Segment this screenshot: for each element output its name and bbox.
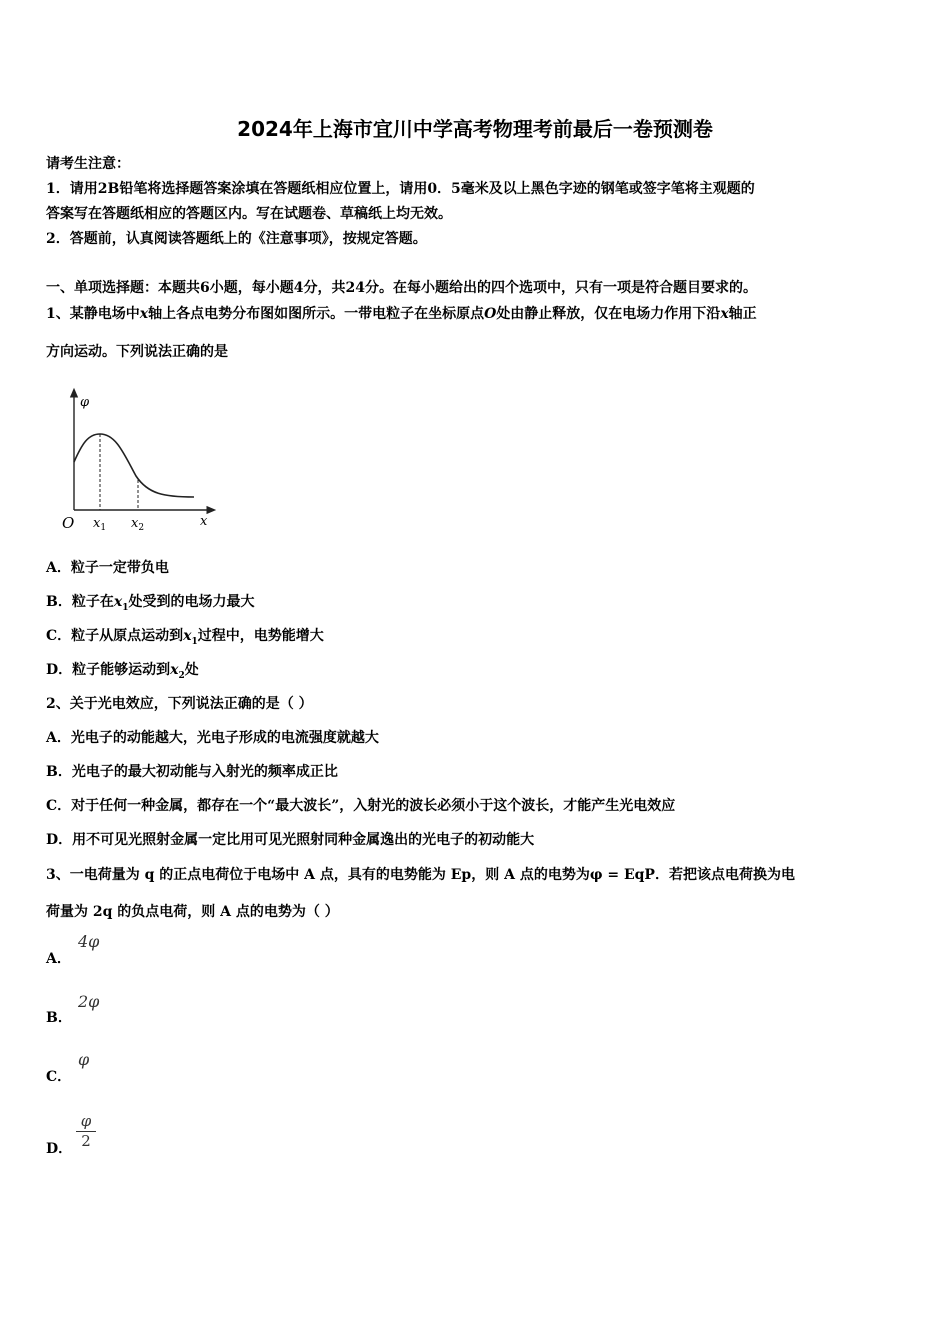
origin-label: O xyxy=(62,514,75,532)
q3-stem-line-1: 3、一电荷量为 q 的正点电荷位于电场中 A 点，具有的电势能为 Ep，则 A 点的电势为φ = EqP．若把该点电荷换为电 xyxy=(46,867,795,883)
q1-option-b: B．粒子在$x_1$处受到的电场力最大 xyxy=(46,594,255,613)
q3-option-a-label: A． xyxy=(46,951,71,967)
q2-option-c: C．对于任何一种金属，都存在一个“最大波长”，入射光的波长必须小于这个波长，才能产生光电效应 xyxy=(46,798,676,814)
q2-option-a: A．光电子的动能越大，光电子形成的电流强度就越大 xyxy=(46,730,379,746)
q3-option-b-label: B． xyxy=(46,1010,72,1026)
fraction-numerator: φ xyxy=(76,1112,96,1132)
q1-stem-line-2: 方向运动。下列说法正确的是 xyxy=(46,344,228,360)
fraction-denominator: 2 xyxy=(81,1132,91,1150)
q3-option-b-value: 2φ xyxy=(78,992,100,1011)
q3-option-d-fraction xyxy=(76,1112,96,1150)
q2-option-b: B．光电子的最大初动能与入射光的频率成正比 xyxy=(46,764,338,780)
q3-option-c-value: φ xyxy=(78,1050,90,1069)
section-heading: 一、单项选择题：本题共6小题，每小题4分，共24分。在每小题给出的四个选项中，只有一项是符合题目要求的。 xyxy=(46,280,757,296)
q2-stem: 2、关于光电效应，下列说法正确的是（ ） xyxy=(46,696,313,712)
q3-stem-line-2: 荷量为 2q 的负点电荷，则 A 点的电势为（ ） xyxy=(46,904,339,920)
q3-option-a-value: 4φ xyxy=(78,932,100,951)
notice-line-2: 答案写在答题纸相应的答题区内。写在试题卷、草稿纸上均无效。 xyxy=(46,206,452,222)
q3-option-c-label: C． xyxy=(46,1069,72,1085)
x2-label: $x_2$ xyxy=(131,516,145,533)
page-title: 2024年上海市宜川中学高考物理考前最后一卷预测卷 xyxy=(237,117,713,141)
notice-line-1: 1．请用2B铅笔将选择题答案涂填在答题纸相应位置上，请用0．5毫米及以上黑色字迹的钢笔或签字笔将主观题的 xyxy=(46,181,755,197)
potential-graph xyxy=(60,384,220,536)
q1-option-a: A．粒子一定带负电 xyxy=(46,560,169,576)
x1-label: $x_1$ xyxy=(93,516,107,533)
y-axis-label: φ xyxy=(80,395,90,410)
q3-option-d-label: D． xyxy=(46,1141,73,1157)
x-axis-label: x xyxy=(200,514,208,529)
q1-option-d: D．粒子能够运动到$x_2$处 xyxy=(46,662,199,681)
q1-stem-line-1: 1、某静电场中x轴上各点电势分布图如图所示。一带电粒子在坐标原点O处由静止释放，仅在电场力作用下沿x轴正 xyxy=(46,306,757,322)
notice-line-3: 2．答题前，认真阅读答题纸上的《注意事项》，按规定答题。 xyxy=(46,231,427,247)
notice-heading: 请考生注意： xyxy=(46,156,130,172)
potential-curve xyxy=(74,434,194,497)
q2-option-d: D．用不可见光照射金属一定比用可见光照射同种金属逸出的光电子的初动能大 xyxy=(46,832,535,848)
q1-option-c: C．粒子从原点运动到$x_1$过程中，电势能增大 xyxy=(46,628,324,647)
